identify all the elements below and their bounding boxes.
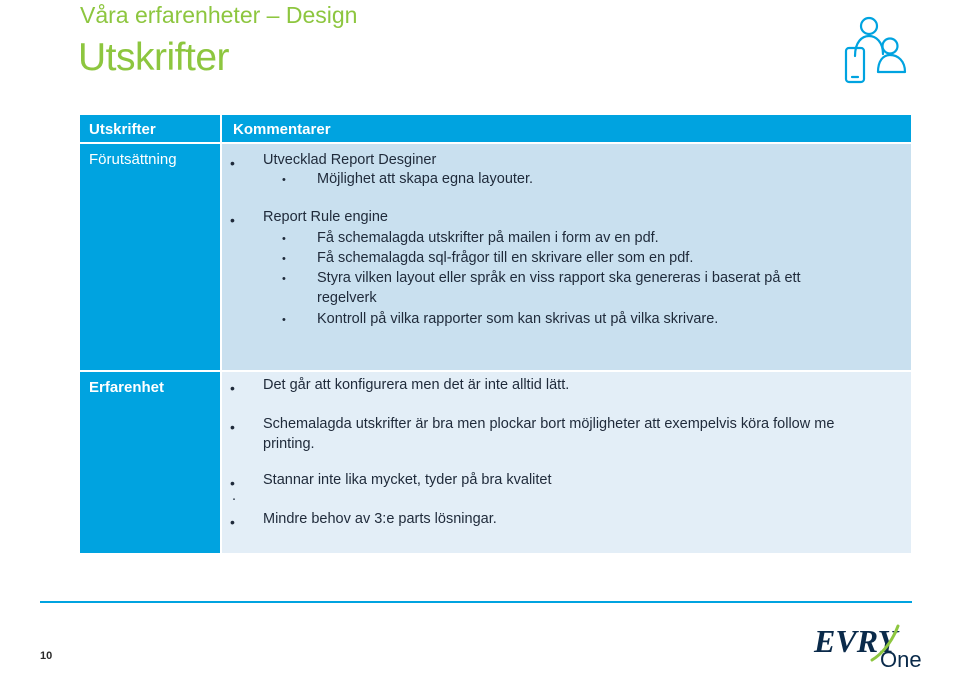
bullet-icon: • [282,273,286,285]
slide-title: Utskrifter [78,36,229,79]
list-item: Report Rule engine [263,209,388,225]
bullet-icon: • [282,233,286,245]
logo-main-text: EVRY [814,623,897,659]
list-item: Det går att konfigurera men det är inte alltid lätt. [263,377,570,393]
footer-divider [40,601,912,603]
slide-subtitle: Våra erfarenheter – Design [80,2,358,28]
evry-one-logo [812,620,934,672]
row-cell-erfarenhet [222,372,911,553]
bullet-icon: • [282,174,286,186]
page-number: 10 [40,650,53,662]
bullet-icon: • [230,380,235,396]
bullet-icon: • [230,212,235,228]
stray-dot: . [232,488,237,504]
list-item: Utvecklad Report Desginer [263,152,437,168]
list-item: Styra vilken layout eller språk en viss rapport ska genereras i baserat på ett [317,270,801,286]
bullet-icon: • [282,253,286,265]
list-item: Få schemalagda utskrifter på mailen i form av en pdf. [317,230,659,246]
list-item: Stannar inte lika mycket, tyder på bra kvalitet [263,472,552,488]
bullet-icon: • [230,419,235,435]
bullet-icon: • [230,475,235,491]
column-header-kommentarer: Kommentarer [222,115,911,142]
people-tablet-icon [842,14,912,88]
row-cell-forutsattning [222,144,911,370]
row-label-forutsattning: Förutsättning [80,144,220,370]
logo-sub-text: One [880,647,922,672]
list-item: Möjlighet att skapa egna layouter. [317,171,534,187]
list-item: Få schemalagda sql-frågor till en skrivare eller som en pdf. [317,250,694,266]
bullet-icon: • [230,514,235,530]
row-label-erfarenhet: Erfarenhet [80,372,220,553]
list-item: Mindre behov av 3:e parts lösningar. [263,511,497,527]
list-item: printing. [263,436,315,452]
bullet-icon: • [230,155,235,171]
list-item: regelverk [317,290,377,306]
list-item: Schemalagda utskrifter är bra men plockar bort möjligheter att exempelvis köra follow me [263,416,835,432]
list-item: Kontroll på vilka rapporter som kan skrivas ut på vilka skrivare. [317,311,719,327]
column-header-utskrifter: Utskrifter [80,115,220,142]
bullet-icon: • [282,314,286,326]
